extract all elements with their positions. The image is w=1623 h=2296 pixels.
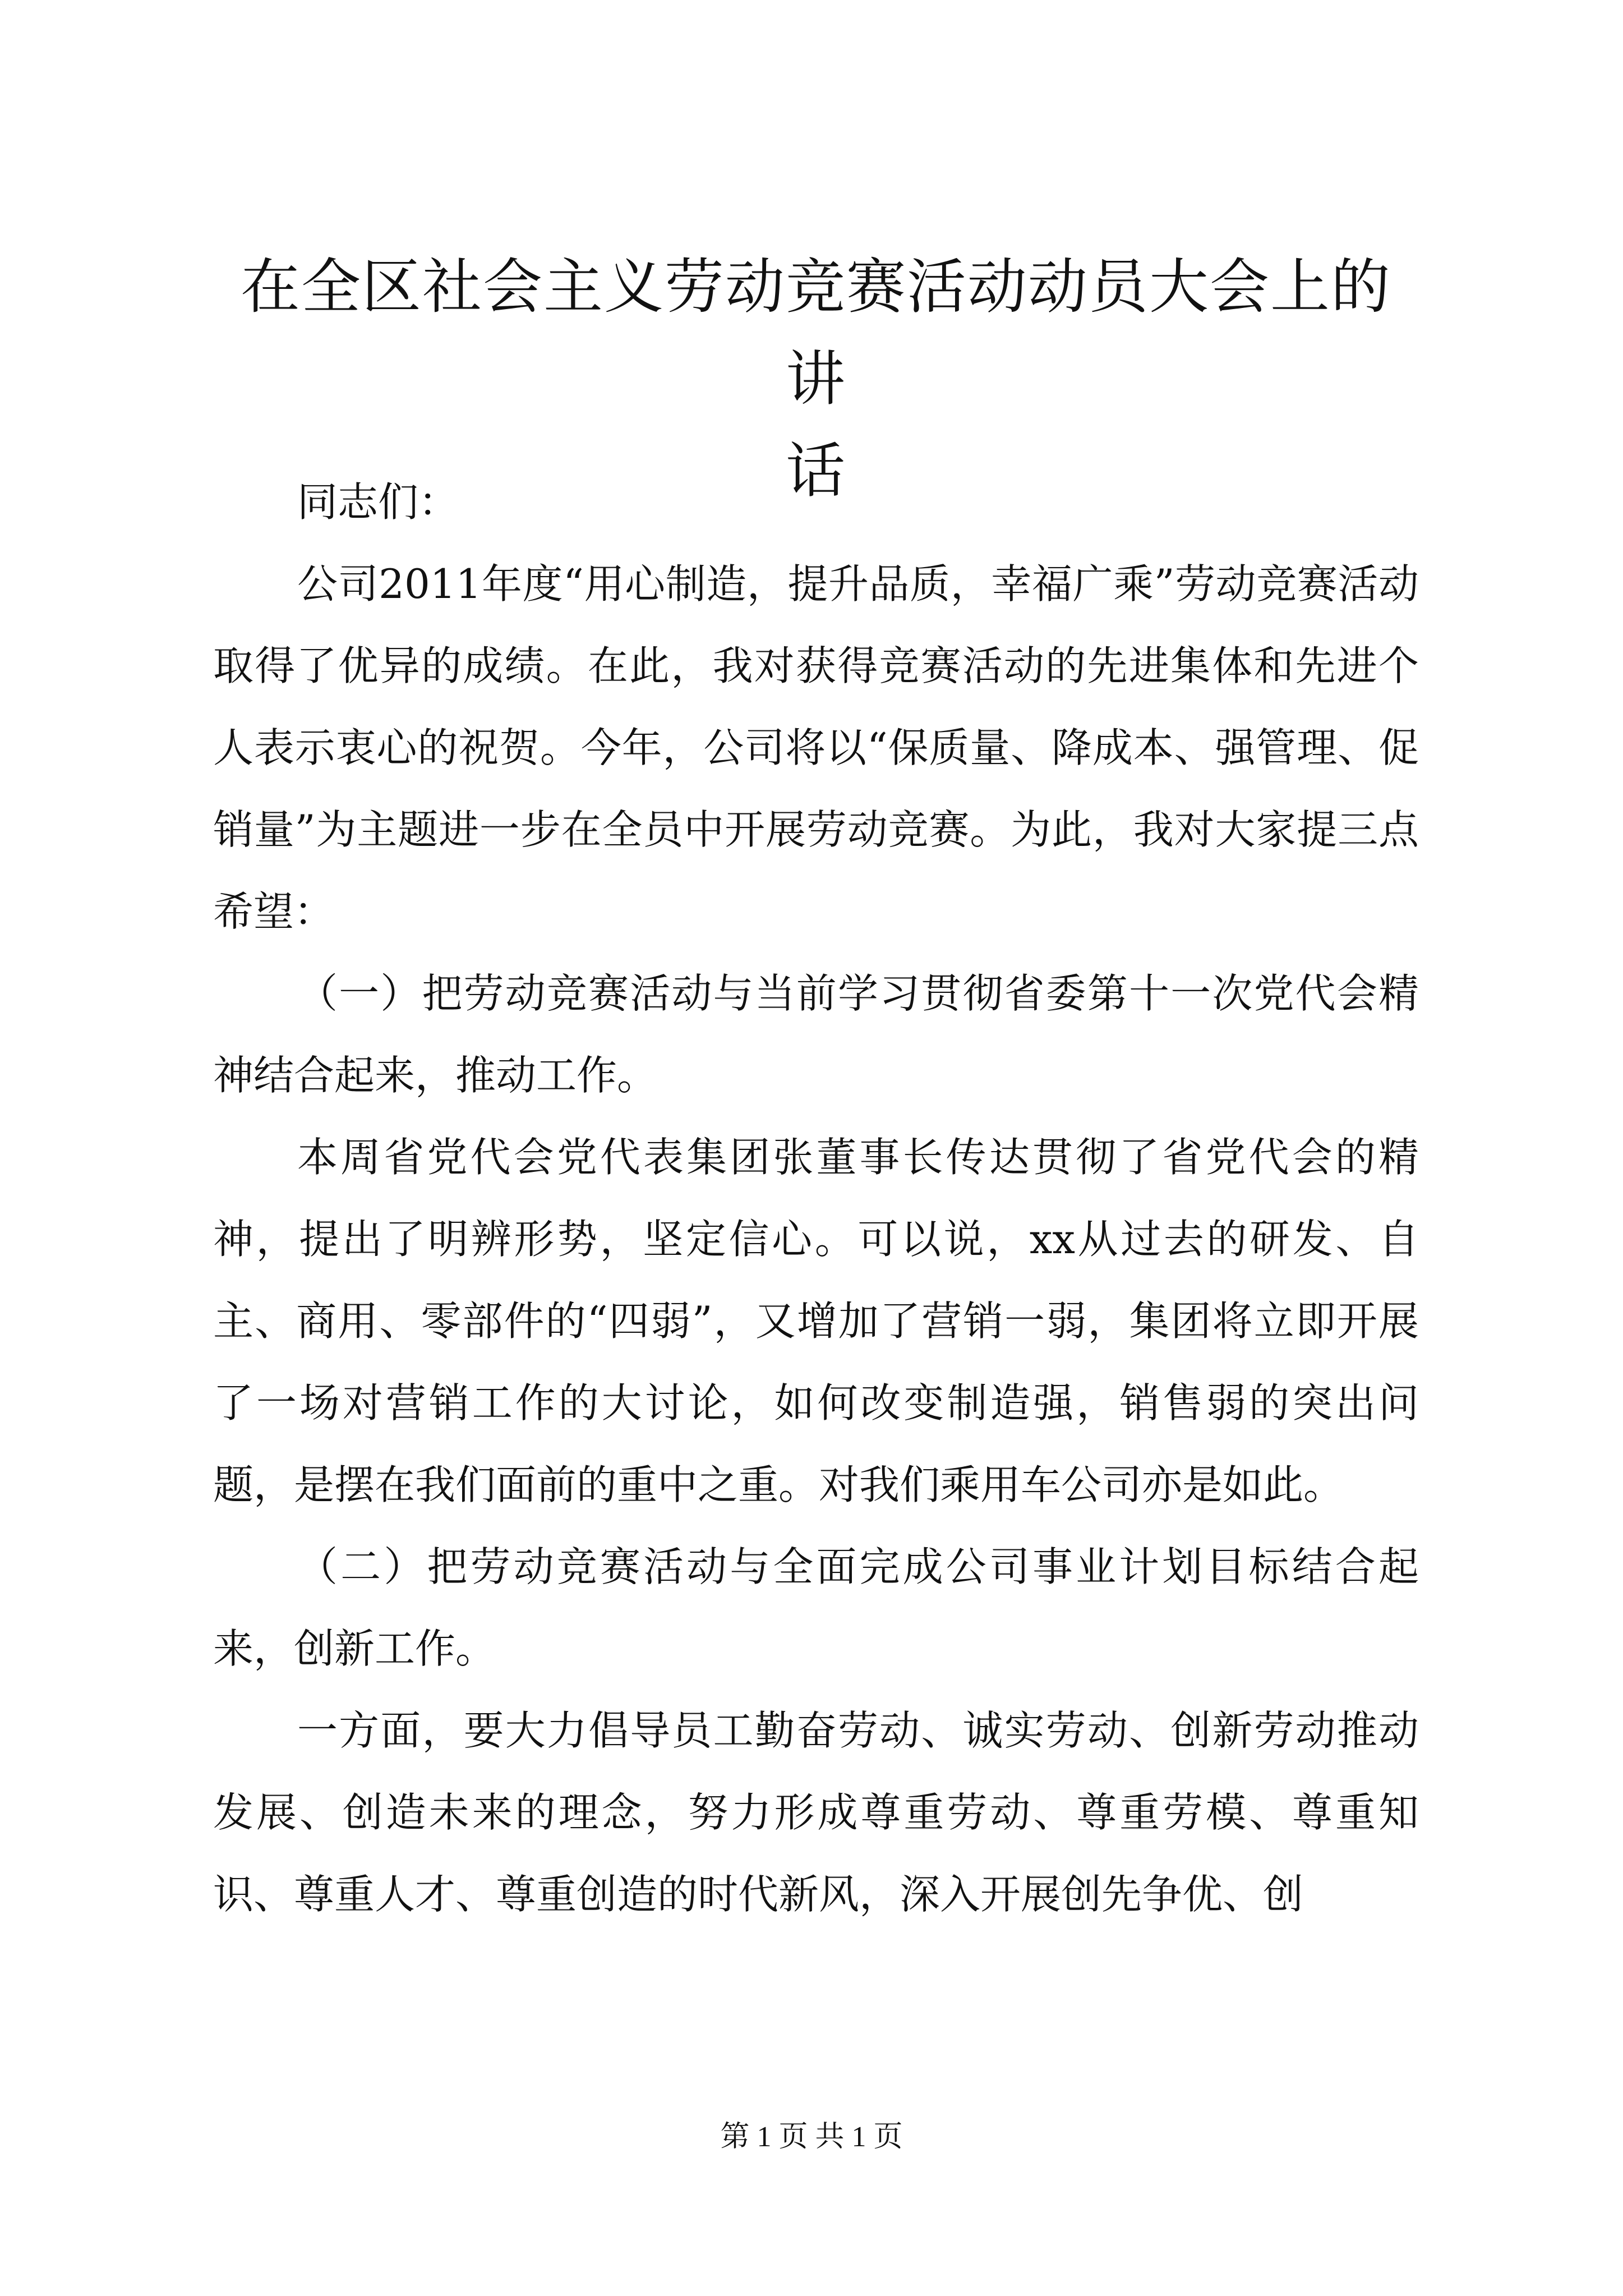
page-footer: 第 1 页 共 1 页 bbox=[720, 2121, 903, 2153]
intro-paragraph: 公司2011年度“用心制造，提升品质，幸福广乘”劳动竞赛活动取得了优异的成绩。在此，我对获得竞赛活动的先进集体和先进个人表示衷心的祝贺。今年，公司将以“保质量、降成本、强管理、促销量”为主题进一步在全员中开展劳动竞赛。为此，我对大家提三点希望： bbox=[213, 560, 1419, 935]
document-title-line-2: 话 bbox=[786, 436, 846, 505]
section-one-paragraph: 本周省党代会党代表集团张董事长传达贯彻了省党代会的精神，提出了明辨形势，坚定信心。可以说，xx从过去的研发、自主、商用、零部件的“四弱”，又增加了营销一弱，集团将立即开展了一场对营销工作的大讨论，如何改变制造强，销售弱的突出问题，是摆在我们面前的重中之重。对我们乘用车公司亦是如此。 bbox=[213, 1134, 1419, 1508]
document-body bbox=[213, 461, 1419, 1935]
salutation-paragraph: 同志们： bbox=[297, 478, 459, 526]
document-title-line-1: 在全区社会主义劳动竞赛活动动员大会上的讲 bbox=[241, 252, 1391, 413]
section-two-heading: （二）把劳动竞赛活动与全面完成公司事业计划目标结合起来，创新工作。 bbox=[213, 1543, 1419, 1672]
section-two-paragraph: 一方面，要大力倡导员工勤奋劳动、诚实劳动、创新劳动推动发展、创造未来的理念，努力形成尊重劳动、尊重劳模、尊重知识、尊重人才、尊重创造的时代新风，深入开展创先争优、创 bbox=[213, 1707, 1419, 1918]
section-one-heading: （一）把劳动竞赛活动与当前学习贯彻省委第十一次党代会精神结合起来，推动工作。 bbox=[213, 970, 1419, 1099]
